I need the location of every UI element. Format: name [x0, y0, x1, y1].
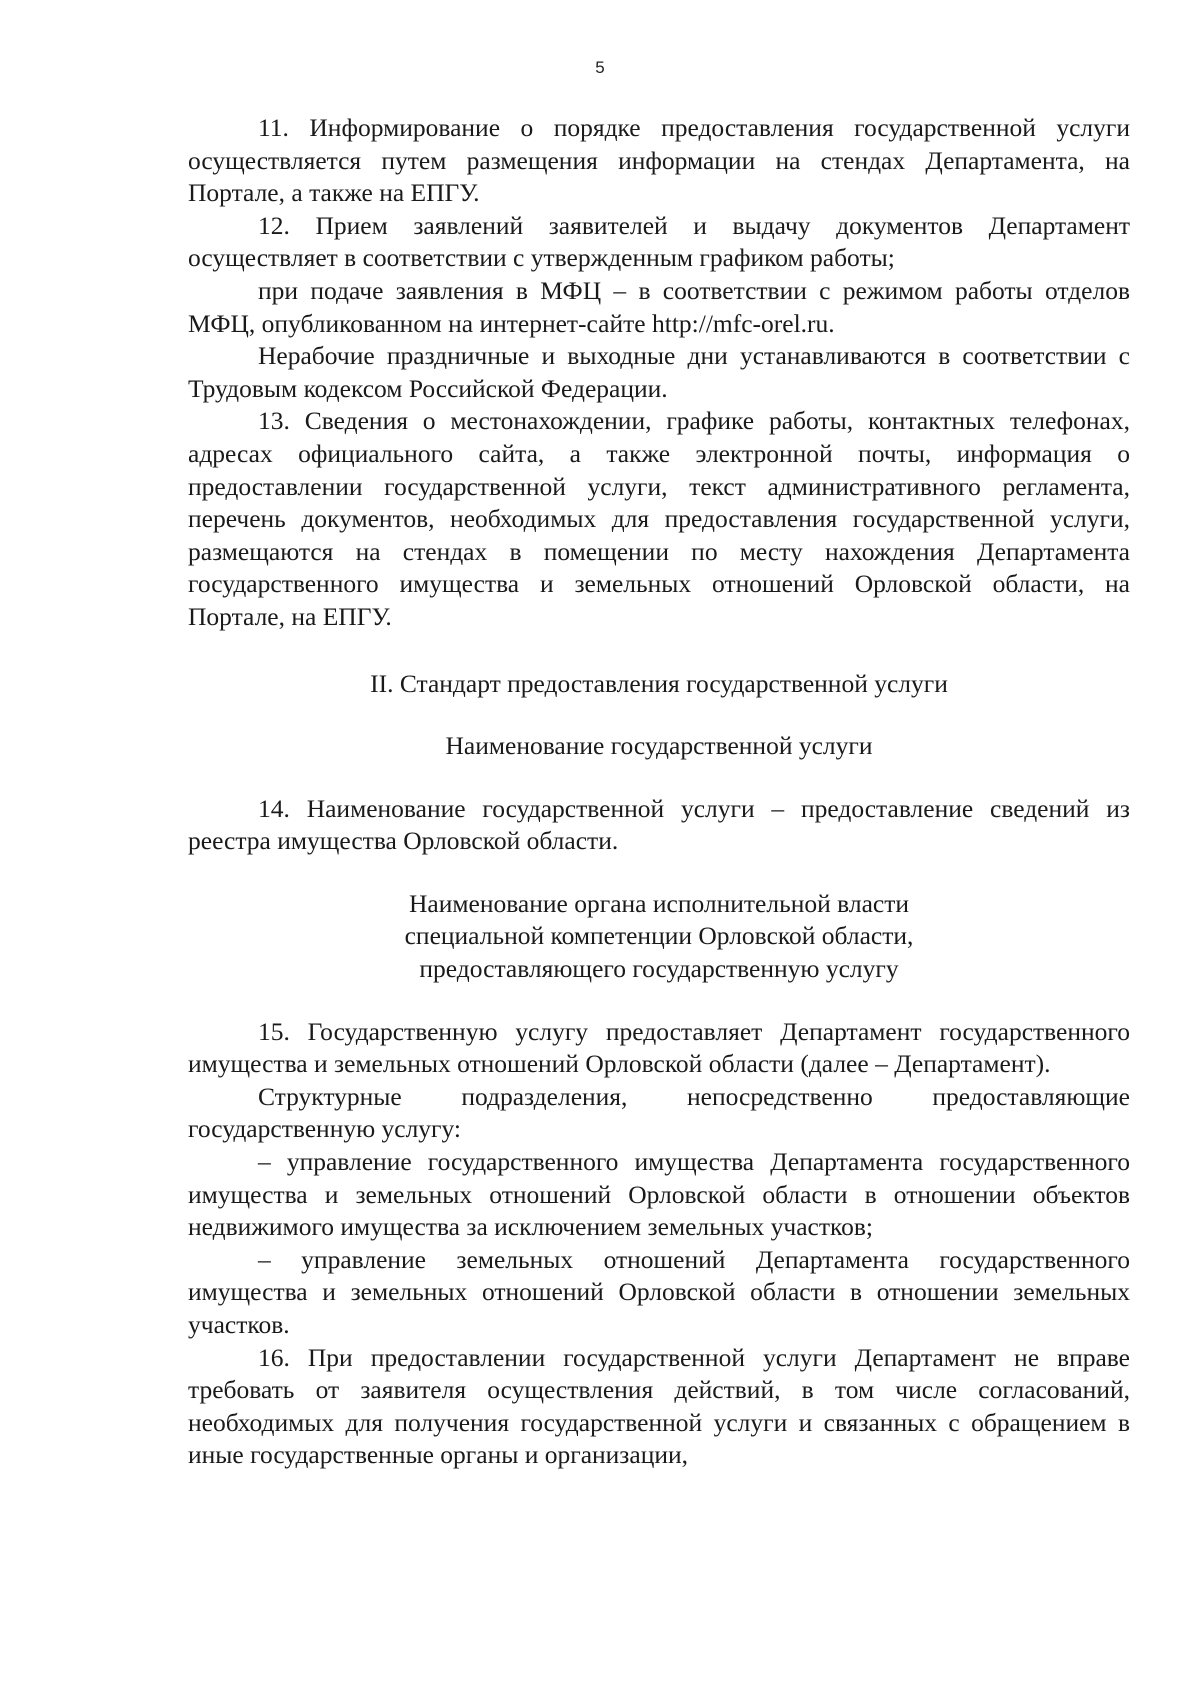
- section-heading: II. Стандарт предоставления государственной услуги: [370, 668, 948, 698]
- paragraph-12: 12. Прием заявлений заявителей и выдачу документов Департамент осуществляет в соответствии с утвержденным графиком работы;: [188, 210, 1130, 273]
- paragraph-16: 16. При предоставлении государственной услуги Департамент не вправе требовать от заявителя осуществления действий, в том числе согласований, необходимых для получения государственной услуги и связанных с обращением в иные государственные органы и организации,: [188, 1342, 1130, 1470]
- subsection-heading-authority: [349, 888, 969, 986]
- subsection-heading-service-name: Наименование государственной услуги: [445, 731, 873, 761]
- paragraph-12-holidays: Нерабочие праздничные и выходные дни устанавливаются в соответствии с Трудовым кодексом Российской Федерации.: [188, 341, 1130, 403]
- paragraph-15-units: Структурные подразделения, непосредственно предоставляющие государственную услугу:: [188, 1081, 1130, 1144]
- spacer: [188, 700, 1130, 730]
- spacer: [188, 858, 1130, 888]
- spacer: [188, 763, 1130, 793]
- paragraph-15-land-unit: – управление земельных отношений Департамента государственного имущества и земельных отношений Орловской области в отношении земельных участков.: [188, 1244, 1130, 1339]
- spacer: [188, 986, 1130, 1016]
- heading-line: специальной компетенции Орловской области,: [404, 921, 914, 951]
- heading-line: Наименование органа исполнительной власти: [409, 888, 909, 918]
- paragraph-15-property-unit: – управление государственного имущества Департамента государственного имущества и земельных отношений Орловской области в отношении объектов недвижимого имущества за исключением земельных участков;: [188, 1147, 1130, 1242]
- heading-line: предоставляющего государственную услугу: [419, 954, 899, 984]
- page-number: 5: [595, 58, 605, 77]
- paragraph-11: 11. Информирование о порядке предоставления государственной услуги осуществляется путем размещения информации на стендах Департамента, на Портале, а также на ЕПГУ.: [188, 113, 1130, 208]
- paragraph-15: 15. Государственную услугу предоставляет Департамент государственного имущества и земельных отношений Орловской области (далее – Департамент).: [188, 1016, 1130, 1079]
- paragraph-14: 14. Наименование государственной услуги – предоставление сведений из реестра имущества Орловской области.: [188, 793, 1130, 856]
- paragraph-13: 13. Сведения о местонахождении, графике работы, контактных телефонах, адресах официального сайта, а также электронной почты, информация о предоставлении государственной услуги, текст административного регламента, перечень документов, необходимых для предоставления государственной услуги, размещаются на стендах в помещении по месту нахождения Департамента государственного имущества и земельных отношений Орловской области, на Портале, на ЕПГУ.: [188, 406, 1130, 631]
- spacer: [188, 634, 1130, 668]
- paragraph-12-mfc: при подаче заявления в МФЦ – в соответствии с режимом работы отделов МФЦ, опубликованном на интернет-сайте http://mfc-orel.ru.: [188, 275, 1130, 338]
- document-body: [188, 112, 1130, 1472]
